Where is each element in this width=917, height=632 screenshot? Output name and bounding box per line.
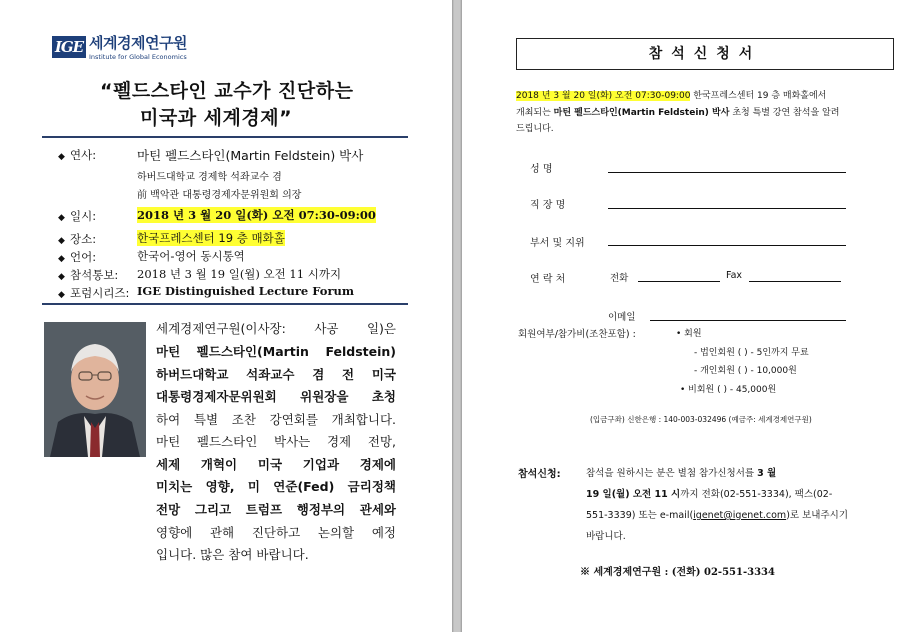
speaker-label-row: ◆ 연사: bbox=[58, 148, 97, 162]
speaker-name: 마틴 펠드스타인(Martin Feldstein) 박사 bbox=[137, 148, 364, 163]
title-divider bbox=[42, 136, 408, 138]
form-intro-line-1: 2018 년 3 월 20 일(화) 오전 07:30-09:00 한국프레스센터 19 층 매화홀에서 bbox=[516, 91, 827, 101]
bio-line: 하여 특별 조찬 강연회를 개최합니다. bbox=[156, 412, 396, 427]
datetime-label: 일시: bbox=[70, 209, 97, 223]
forum-series: IGE Distinguished Lecture Forum bbox=[137, 284, 355, 298]
form-intro-line-3: 드립니다. bbox=[516, 124, 554, 134]
apply-line-2: 19 일(월) 오전 11 시까지 전화(02-551-3334), 팩스(02- bbox=[586, 489, 833, 500]
individual-member-option[interactable]: - 개인회원 ( ) - 10,000원 bbox=[694, 366, 797, 376]
apply-line-3: 551-3339) 또는 e-mail(igenet@igenet.com)로 보내주시기 bbox=[586, 510, 848, 521]
event-title-line-2: 미국과 세계경제” bbox=[140, 107, 293, 129]
datetime-label-row: ◆ 일시: bbox=[58, 209, 97, 223]
speaker-label: 연사: bbox=[70, 148, 97, 162]
institute-contact-footer: ※ 세계경제연구원 : (전화) 02-551-3334 bbox=[580, 567, 775, 578]
bio-line: 영향에 관해 진단하고 논의할 예정 bbox=[156, 525, 396, 540]
speaker-role-1: 하버드대학교 경제학 석좌교수 겸 bbox=[137, 172, 282, 183]
bio-line: 대통령경제자문위원회 위원장을 초청 bbox=[156, 389, 396, 404]
email-field[interactable] bbox=[650, 320, 846, 321]
bio-line: 하버드대학교 석좌교수 겸 전 미국 bbox=[156, 367, 396, 382]
rsvp-deadline: 2018 년 3 월 19 일(월) 오전 11 시까지 bbox=[137, 267, 342, 281]
registration-form-page bbox=[462, 0, 917, 632]
language-label-row: ◆ 언어: bbox=[58, 250, 97, 264]
event-place: 한국프레스센터 19 층 매화홀 bbox=[137, 231, 285, 245]
phone-field[interactable] bbox=[638, 281, 720, 282]
bio-line: 입니다. 많은 참여 바랍니다. bbox=[156, 547, 309, 562]
fax-label: Fax bbox=[726, 270, 743, 281]
bank-account-info: (입금구좌) 신한은행 : 140-003-032496 (예금주: 세계경제연구원) bbox=[590, 415, 812, 424]
language-label: 언어: bbox=[70, 250, 97, 264]
bio-line: 세제 개혁이 미국 기업과 경제에 bbox=[156, 457, 396, 472]
bio-line: 마틴 펠드스타인 박사는 경제 전망, bbox=[156, 434, 396, 449]
page-gutter bbox=[452, 0, 462, 632]
speaker-portrait bbox=[44, 322, 146, 457]
apply-line-1: 참석을 원하시는 분은 별첨 참가신청서를 3 월 bbox=[586, 468, 777, 479]
department-label: 부서 및 지위 bbox=[530, 238, 585, 249]
intro-date: 2018 년 3 월 20 일(화) 오전 07:30-09:00 bbox=[516, 91, 691, 101]
event-datetime: 2018 년 3 월 20 일(화) 오전 07:30-09:00 bbox=[137, 208, 376, 222]
company-label: 직 장 명 bbox=[530, 200, 566, 211]
non-member-option[interactable]: • 비회원 ( ) - 45,000원 bbox=[680, 385, 777, 395]
speaker-role-2: 前 백악관 대통령경제자문위원회 의장 bbox=[137, 190, 302, 201]
ige-logo-mark: IGE bbox=[52, 36, 86, 58]
name-field[interactable] bbox=[608, 172, 846, 173]
logo-name-korean: 세계경제연구원 bbox=[89, 34, 187, 52]
name-label: 성 명 bbox=[530, 164, 553, 175]
membership-label: 회원여부/참가비(조찬포함) : bbox=[518, 329, 636, 340]
form-title: 참석신청서 bbox=[516, 38, 894, 70]
phone-label: 전화 bbox=[610, 273, 629, 284]
speaker-photo bbox=[44, 322, 146, 457]
rsvp-label: 참석통보: bbox=[70, 268, 119, 282]
rsvp-label-row: ◆ 참석통보: bbox=[58, 268, 119, 282]
event-announcement-page bbox=[0, 0, 452, 632]
form-intro-line-2: 개최되는 마틴 펠드스타인(Martin Feldstein) 박사 초청 특별 강연 참석을 알려 bbox=[516, 108, 840, 118]
event-language: 한국어-영어 동시통역 bbox=[137, 249, 245, 263]
fax-field[interactable] bbox=[749, 281, 841, 282]
email-label: 이메일 bbox=[608, 312, 636, 323]
bio-line: 미치는 영향, 미 연준(Fed) 금리정책 bbox=[156, 479, 396, 494]
place-label-row: ◆ 장소: bbox=[58, 232, 97, 246]
member-option[interactable]: • 회원 bbox=[676, 329, 702, 339]
series-label: 포럼시리즈: bbox=[70, 286, 130, 300]
apply-line-4: 바랍니다. bbox=[586, 531, 626, 542]
corporate-member-option[interactable]: - 법인회원 ( ) - 5인까지 무료 bbox=[694, 348, 809, 358]
ige-logo bbox=[52, 36, 187, 61]
logo-name-english: Institute for Global Economics bbox=[89, 53, 187, 61]
place-label: 장소: bbox=[70, 232, 97, 246]
info-divider bbox=[42, 303, 408, 305]
contact-label: 연 락 처 bbox=[530, 274, 566, 285]
department-field[interactable] bbox=[608, 245, 846, 246]
bio-line: 전망 그리고 트럼프 행정부의 관세와 bbox=[156, 502, 396, 517]
company-field[interactable] bbox=[608, 208, 846, 209]
apply-label: 참석신청: bbox=[518, 469, 561, 480]
bio-line: 마틴 펠드스타인(Martin Feldstein) bbox=[156, 344, 396, 359]
bio-line: 세계경제연구원(이사장: 사공 일)은 bbox=[156, 321, 396, 336]
series-label-row: ◆ 포럼시리즈: bbox=[58, 286, 130, 300]
event-title-line-1: “펠드스타인 교수가 진단하는 bbox=[100, 80, 354, 102]
contact-email-link[interactable]: igenet@igenet.com bbox=[693, 510, 787, 521]
